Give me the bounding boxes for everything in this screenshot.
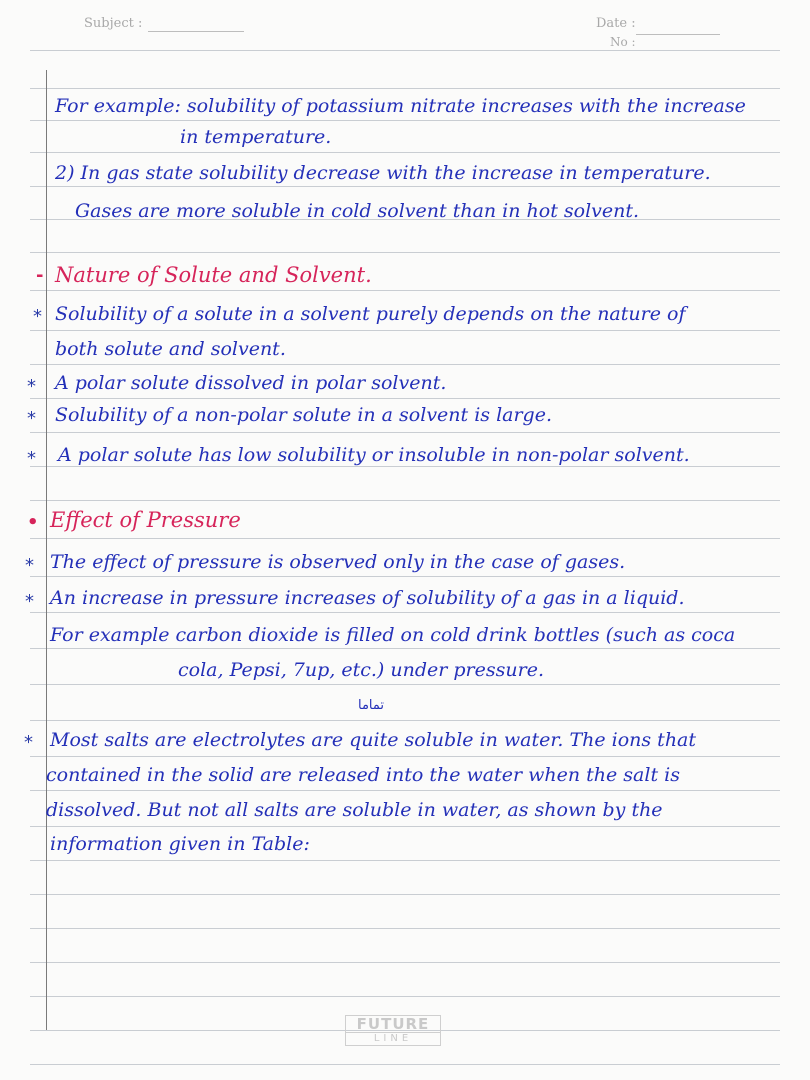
section-heading: Nature of Solute and Solvent. xyxy=(55,263,372,287)
text-line: Gases are more soluble in cold solvent than in hot solvent. xyxy=(75,200,640,222)
ruled-line xyxy=(30,720,780,721)
ruled-line xyxy=(30,962,780,963)
arabic-note: تماما xyxy=(358,698,385,713)
ruled-line xyxy=(30,1064,780,1065)
text-line: A polar solute has low solubility or insoluble in non-polar solvent. xyxy=(58,444,690,466)
bullet-star: * xyxy=(25,591,34,612)
ruled-line xyxy=(30,252,780,253)
text-line: A polar solute dissolved in polar solvent. xyxy=(55,372,447,394)
ruled-line xyxy=(30,576,780,577)
ruled-line xyxy=(30,928,780,929)
bullet-star: * xyxy=(33,306,42,327)
text-line: Solubility of a non-polar solute in a solvent is large. xyxy=(55,404,553,426)
ruled-line xyxy=(30,152,780,153)
ruled-line xyxy=(30,500,780,501)
ruled-line xyxy=(30,826,780,827)
text-line: For example: solubility of potassium nitrate increases with the increase xyxy=(55,95,746,117)
ruled-line xyxy=(30,756,780,757)
text-line: dissolved. But not all salts are soluble in water, as shown by the xyxy=(46,799,663,821)
ruled-line xyxy=(30,894,780,895)
ruled-line xyxy=(30,50,780,51)
ruled-line xyxy=(30,290,780,291)
ruled-line xyxy=(30,398,780,399)
ruled-line xyxy=(30,648,780,649)
logo-line2: LINE xyxy=(345,1032,441,1046)
subject-underline xyxy=(148,31,244,32)
text-line: Most salts are electrolytes are quite soluble in water. The ions that xyxy=(50,729,697,751)
text-line: The effect of pressure is observed only in the case of gases. xyxy=(50,551,626,573)
ruled-line xyxy=(30,612,780,613)
bullet-star: * xyxy=(24,732,33,753)
no-label: No : xyxy=(610,35,636,49)
ruled-line xyxy=(30,432,780,433)
logo-line1: FUTURE xyxy=(345,1015,441,1032)
bullet-star: * xyxy=(27,448,36,469)
text-line: in temperature. xyxy=(180,126,332,148)
bullet-star: * xyxy=(25,555,34,576)
ruled-line xyxy=(30,88,780,89)
date-label: Date : xyxy=(596,16,636,31)
bullet-dot: • xyxy=(27,512,39,533)
text-line: An increase in pressure increases of solubility of a gas in a liquid. xyxy=(50,587,685,609)
ruled-line xyxy=(30,684,780,685)
bullet-dash: - xyxy=(36,265,44,286)
ruled-line xyxy=(30,364,780,365)
text-line: For example carbon dioxide is filled on cold drink bottles (such as coca xyxy=(50,624,736,646)
subject-label: Subject : xyxy=(84,16,143,31)
ruled-line xyxy=(30,538,780,539)
date-underline xyxy=(636,34,720,35)
ruled-line xyxy=(30,186,780,187)
ruled-line xyxy=(30,330,780,331)
text-line: 2) In gas state solubility decrease with the increase in temperature. xyxy=(55,162,711,184)
text-line: cola, Pepsi, 7up, etc.) under pressure. xyxy=(178,659,544,681)
ruled-line xyxy=(30,860,780,861)
text-line: information given in Table: xyxy=(50,833,310,855)
future-line-logo xyxy=(345,1015,441,1045)
ruled-line xyxy=(30,996,780,997)
text-line: both solute and solvent. xyxy=(55,338,286,360)
bullet-star: * xyxy=(27,408,36,429)
margin-line xyxy=(46,70,47,1030)
bullet-star: * xyxy=(27,376,36,397)
ruled-line xyxy=(30,790,780,791)
text-line: contained in the solid are released into the water when the salt is xyxy=(46,764,680,786)
text-line: Solubility of a solute in a solvent purely depends on the nature of xyxy=(55,303,686,325)
section-heading: Effect of Pressure xyxy=(50,508,241,532)
ruled-line xyxy=(30,120,780,121)
